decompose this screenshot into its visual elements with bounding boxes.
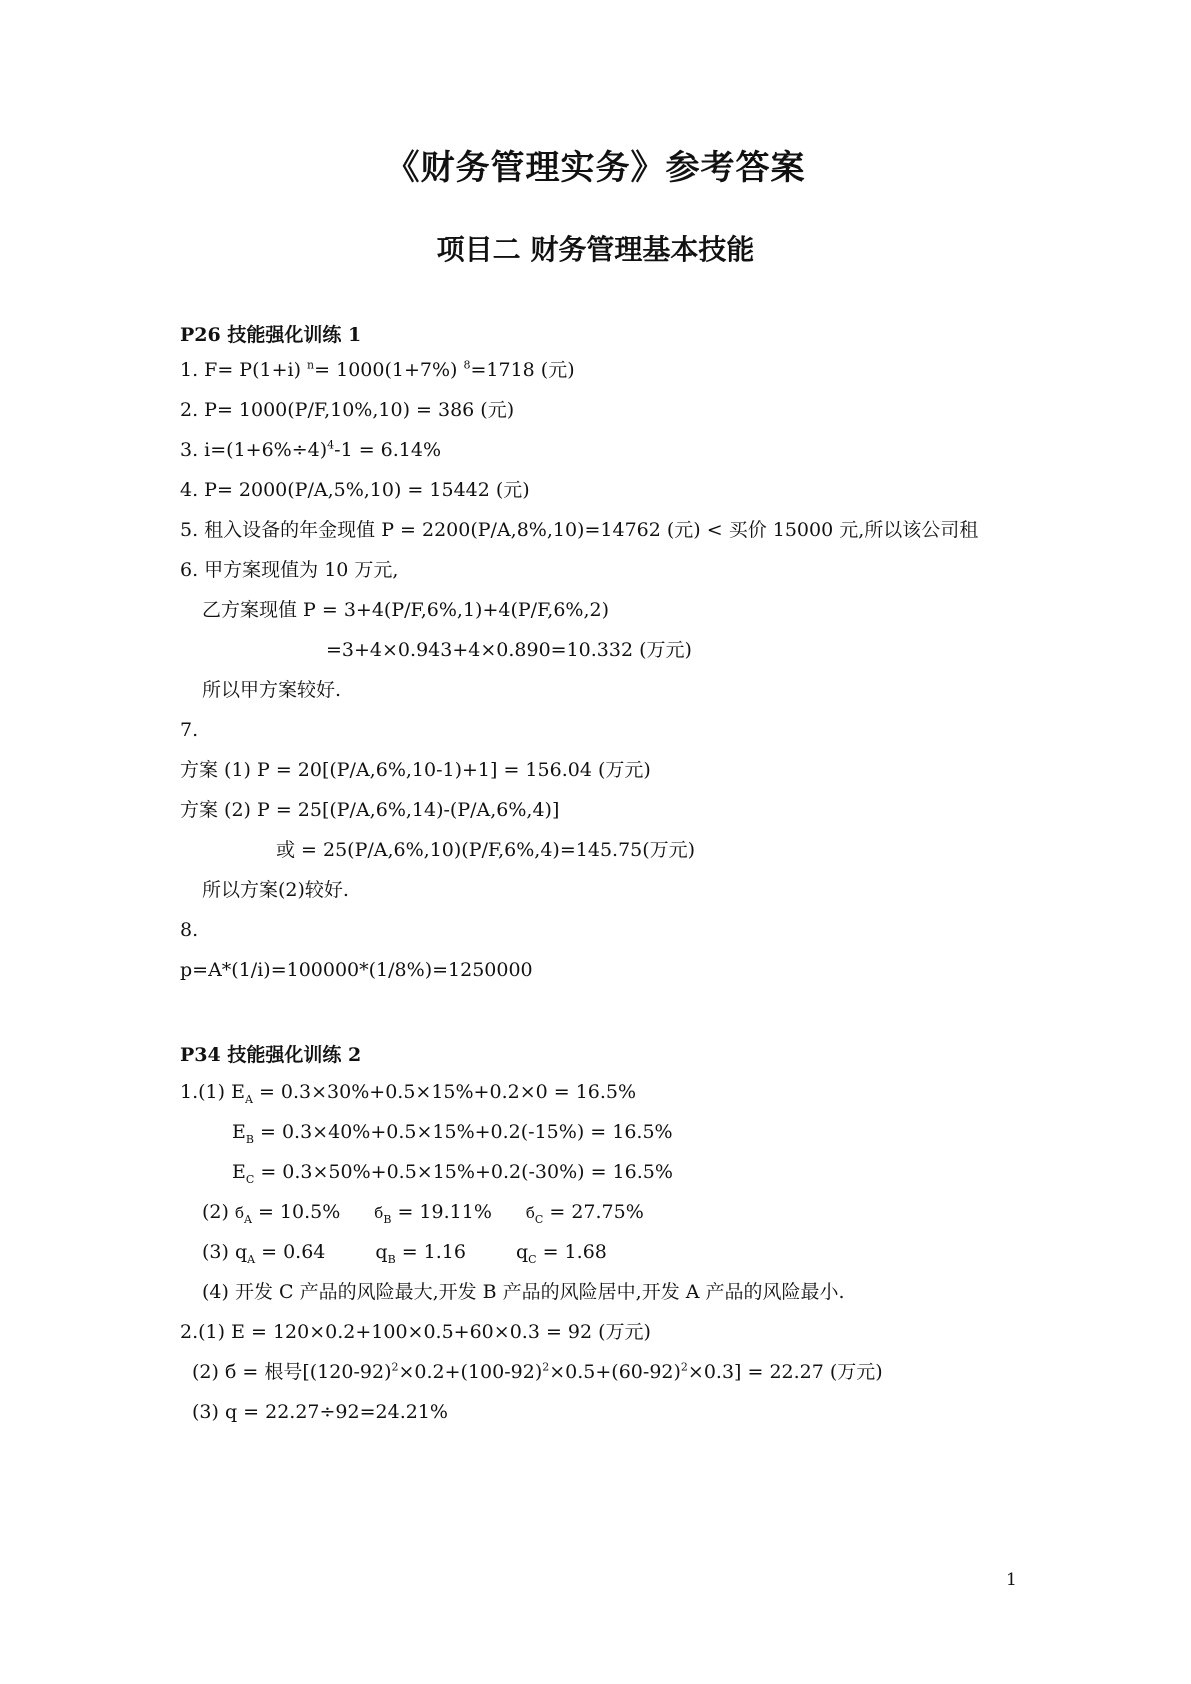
answer-line-4: 4. P= 2000(P/A,5%,10) = 15442 (元) <box>180 479 530 501</box>
answer-line-2: 2. P= 1000(P/F,10%,10) = 386 (元) <box>180 399 515 421</box>
answer-line-6d: 所以甲方案较好. <box>202 679 342 701</box>
answer-line-2-2: (2) б = 根号$[(120-92)^2\times 0.2+(100-92)^2\times 0.5+(60-92)^2\times 0.3] = 22.27$ (万元) <box>192 1360 883 1383</box>
section-heading-2: P34 技能强化训练 2 <box>180 1044 362 1066</box>
answer-line-e-c: $E_C = 0.3\times 50\%+0.5\times 15\%+0.2(-30\%) = 16.5\%$ <box>232 1161 673 1186</box>
answer-line-1: 1. F= P(1+i) $^n$= 1000(1+7%) $^8$=1718 (元) <box>180 358 575 381</box>
answer-line-7a: 方案 (1) P = 20[(P/A,6%,10-1)+1] = 156.04 (万元) <box>180 759 651 781</box>
answer-line-3: 3. $i=(1+6\%\div 4)^4-1 = 6.14\%$ <box>180 438 442 461</box>
answer-line-8: 8. <box>180 919 199 941</box>
answer-line-e-b: $E_B = 0.3\times 40\%+0.5\times 15\%+0.2(-15\%) = 16.5\%$ <box>232 1121 673 1146</box>
answer-line-e-a: 1.(1) $E_A = 0.3\times 30\%+0.5\times 15\%+0.2\times 0 = 16.5\%$ <box>180 1081 637 1106</box>
answer-line-7d: 所以方案(2)较好. <box>202 879 349 901</box>
answer-line-6c: =3+4×0.943+4×0.890=10.332 (万元) <box>326 639 692 661</box>
page-number: 1 <box>1006 1570 1017 1590</box>
section-heading-1: P26 技能强化训练 1 <box>180 324 362 346</box>
answer-line-7b: 方案 (2) P = 25[(P/A,6%,14)-(P/A,6%,4)] <box>180 799 560 821</box>
answer-line-8a: p=A*(1/i)=100000*(1/8%)=1250000 <box>180 959 533 981</box>
answer-line-7: 7. <box>180 719 199 741</box>
answer-line-sigma: (2) $б_A = 10.5\%$ $б_B = 19.11\%$ $б_C = 27.75\%$ <box>202 1201 644 1226</box>
answer-line-2-3: (3) q = 22.27÷92=24.21% <box>192 1401 448 1423</box>
answer-line-7c: 或 = 25(P/A,6%,10)(P/F,6%,4)=145.75(万元) <box>276 839 696 861</box>
page-title: 《财务管理实务》参考答案 <box>385 148 806 188</box>
answer-line-5: 5. 租入设备的年金现值 P = 2200(P/A,8%,10)=14762 (元) < 买价 15000 元,所以该公司租 <box>180 519 979 541</box>
answer-line-6b: 乙方案现值 P = 3+4(P/F,6%,1)+4(P/F,6%,2) <box>202 599 610 621</box>
page-subtitle: 项目二 财务管理基本技能 <box>436 233 755 266</box>
answer-line-2-1: 2.(1) E = 120×0.2+100×0.5+60×0.3 = 92 (万元) <box>180 1321 651 1343</box>
answer-line-conclusion: (4) 开发 C 产品的风险最大,开发 B 产品的风险居中,开发 A 产品的风险最小. <box>202 1281 845 1303</box>
answer-line-6: 6. 甲方案现值为 10 万元, <box>180 559 399 581</box>
answer-line-q: (3) $q_A = 0.64$ $q_B = 1.16$ $q_C = 1.68$ <box>202 1241 607 1266</box>
